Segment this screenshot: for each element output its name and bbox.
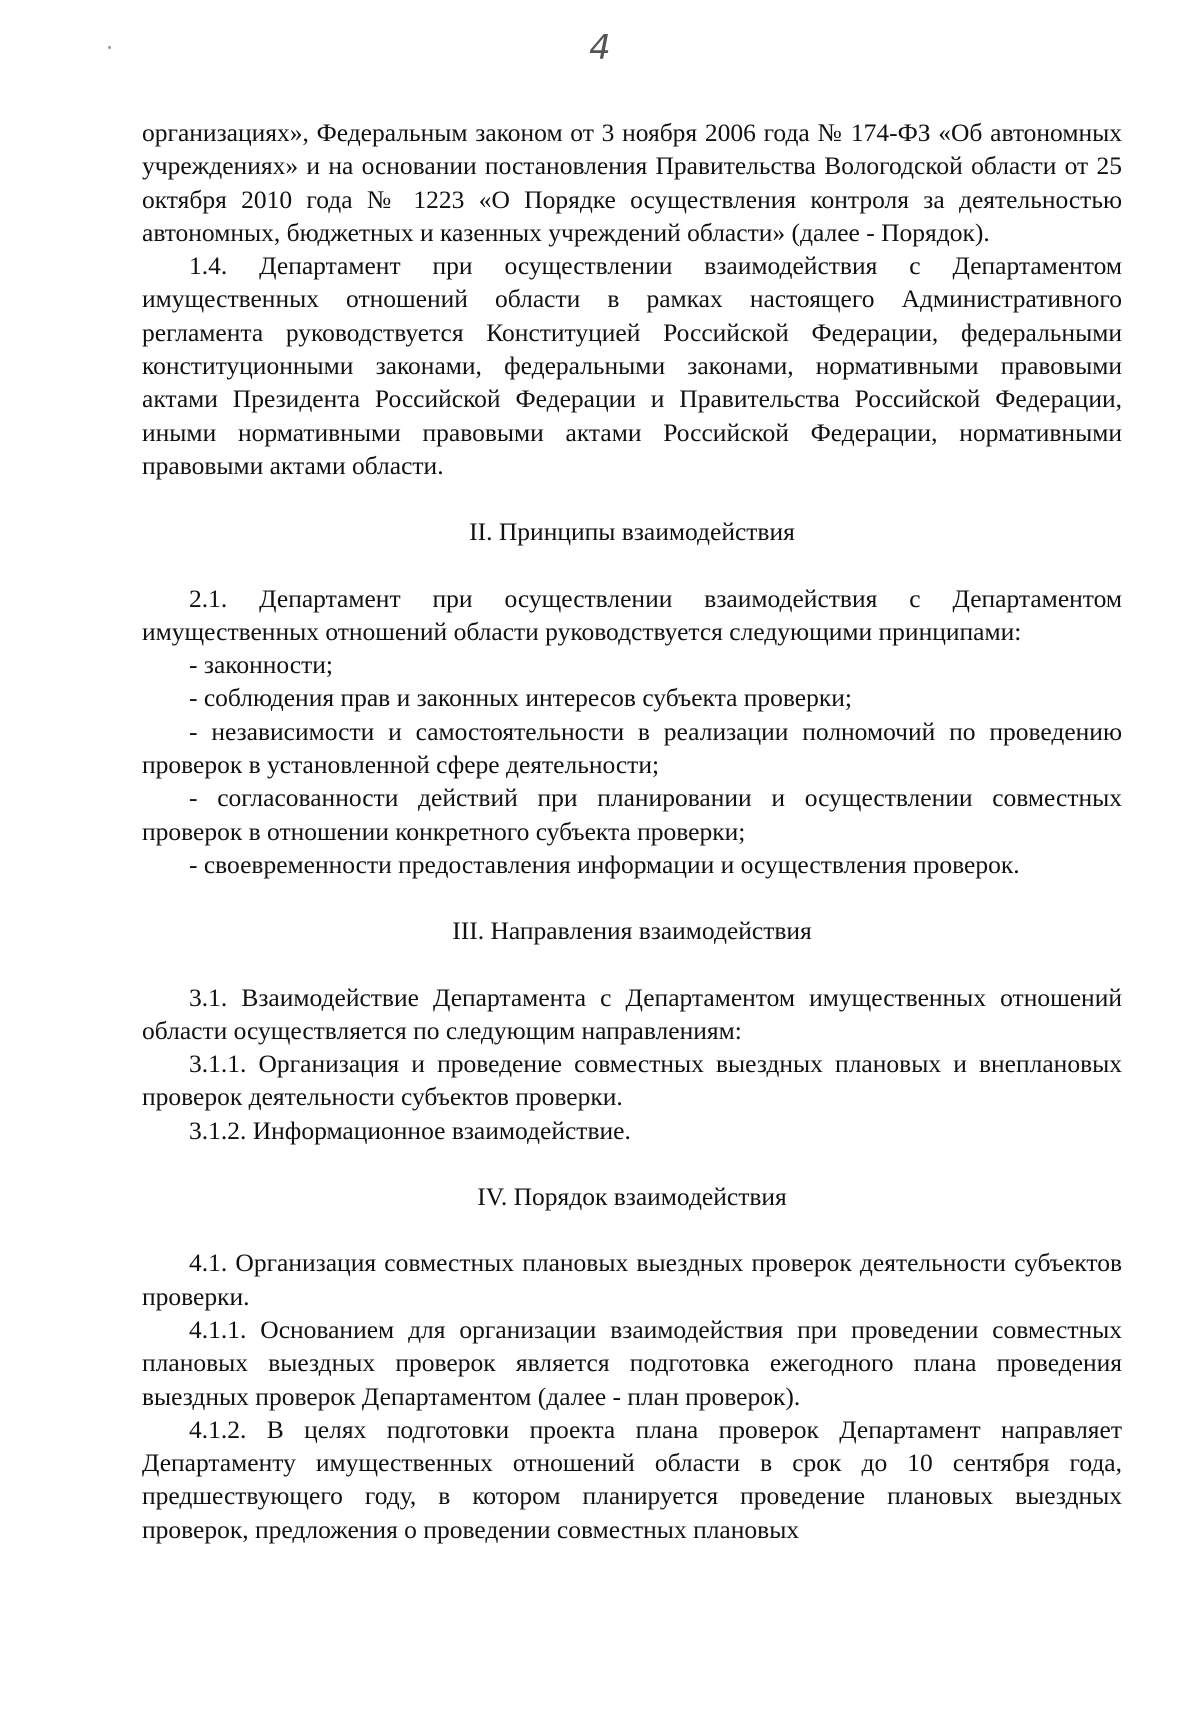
paragraph-3-1-1: 3.1.1. Организация и проведение совместных выездных плановых и внеплановых проверок деятельности субъектов проверки. (142, 1049, 1122, 1112)
section-heading-procedure: IV. Порядок взаимодействия (477, 1182, 787, 1212)
list-item-coordination: - согласованности действий при планировании и осуществлении совместных проверок в отношении конкретного субъекта проверки; (142, 783, 1122, 846)
page-number: 4 (589, 28, 611, 68)
paragraph-4-1: 4.1. Организация совместных плановых выездных проверок деятельности субъектов проверки. (142, 1248, 1122, 1311)
list-item-legality: - законности; (189, 650, 333, 680)
paragraph-4-1-1: 4.1.1. Основанием для организации взаимодействия при проведении совместных плановых выездных проверок является подготовка ежегодного плана проведения выездных проверок Департаментом (далее - план проверок). (142, 1314, 1122, 1411)
section-heading-directions: III. Направления взаимодействия (452, 916, 812, 946)
document-body (142, 116, 1122, 1546)
list-item-timeliness: - своевременности предоставления информации и осуществления проверок. (189, 849, 1020, 879)
paragraph-3-1: 3.1. Взаимодействие Департамента с Департаментом имущественных отношений области осуществляется по следующим направлениям: (142, 982, 1122, 1045)
paragraph-4-1-2: 4.1.2. В целях подготовки проекта плана проверок Департамент направляет Департаменту имущественных отношений области в срок до 10 сентября года, предшествующего году, в котором планируется проведение плановых выездных проверок, предложения о проведении совместных плановых (142, 1414, 1122, 1544)
paragraph-3-1-2: 3.1.2. Информационное взаимодействие. (189, 1115, 631, 1145)
section-heading-principles: II. Принципы взаимодействия (469, 517, 795, 547)
list-item-independence: - независимости и самостоятельности в реализации полномочий по проведению проверок в установленной сфере деятельности; (142, 716, 1122, 780)
paragraph-1-4: 1.4. Департамент при осуществлении взаимодействия с Департаментом имущественных отношений области в рамках настоящего Административного регламента руководствуется Конституцией Российской Федерации, федеральными конституционными законами, федеральными законами, нормативными правовыми актами Президента Российской Федерации и Правительства Российской Федерации, иными нормативными правовыми актами Российской Федерации, нормативными правовыми актами области. (142, 251, 1122, 480)
list-item-rights: - соблюдения прав и законных интересов субъекта проверки; (189, 683, 852, 713)
paragraph-intro-continuation: организациях», Федеральным законом от 3 ноября 2006 года № 174-ФЗ «Об автономных учреждениях» и на основании постановления Правительства Вологодской области от 25 октября 2010 года № 1223 «О Порядке осуществления контроля за деятельностью автономных, бюджетных и казенных учреждений области» (далее - Порядок). (142, 118, 1122, 247)
scan-speck (108, 46, 111, 49)
paragraph-2-1: 2.1. Департамент при осуществлении взаимодействия с Департаментом имущественных отношений области руководствуется следующими принципами: (142, 583, 1122, 646)
